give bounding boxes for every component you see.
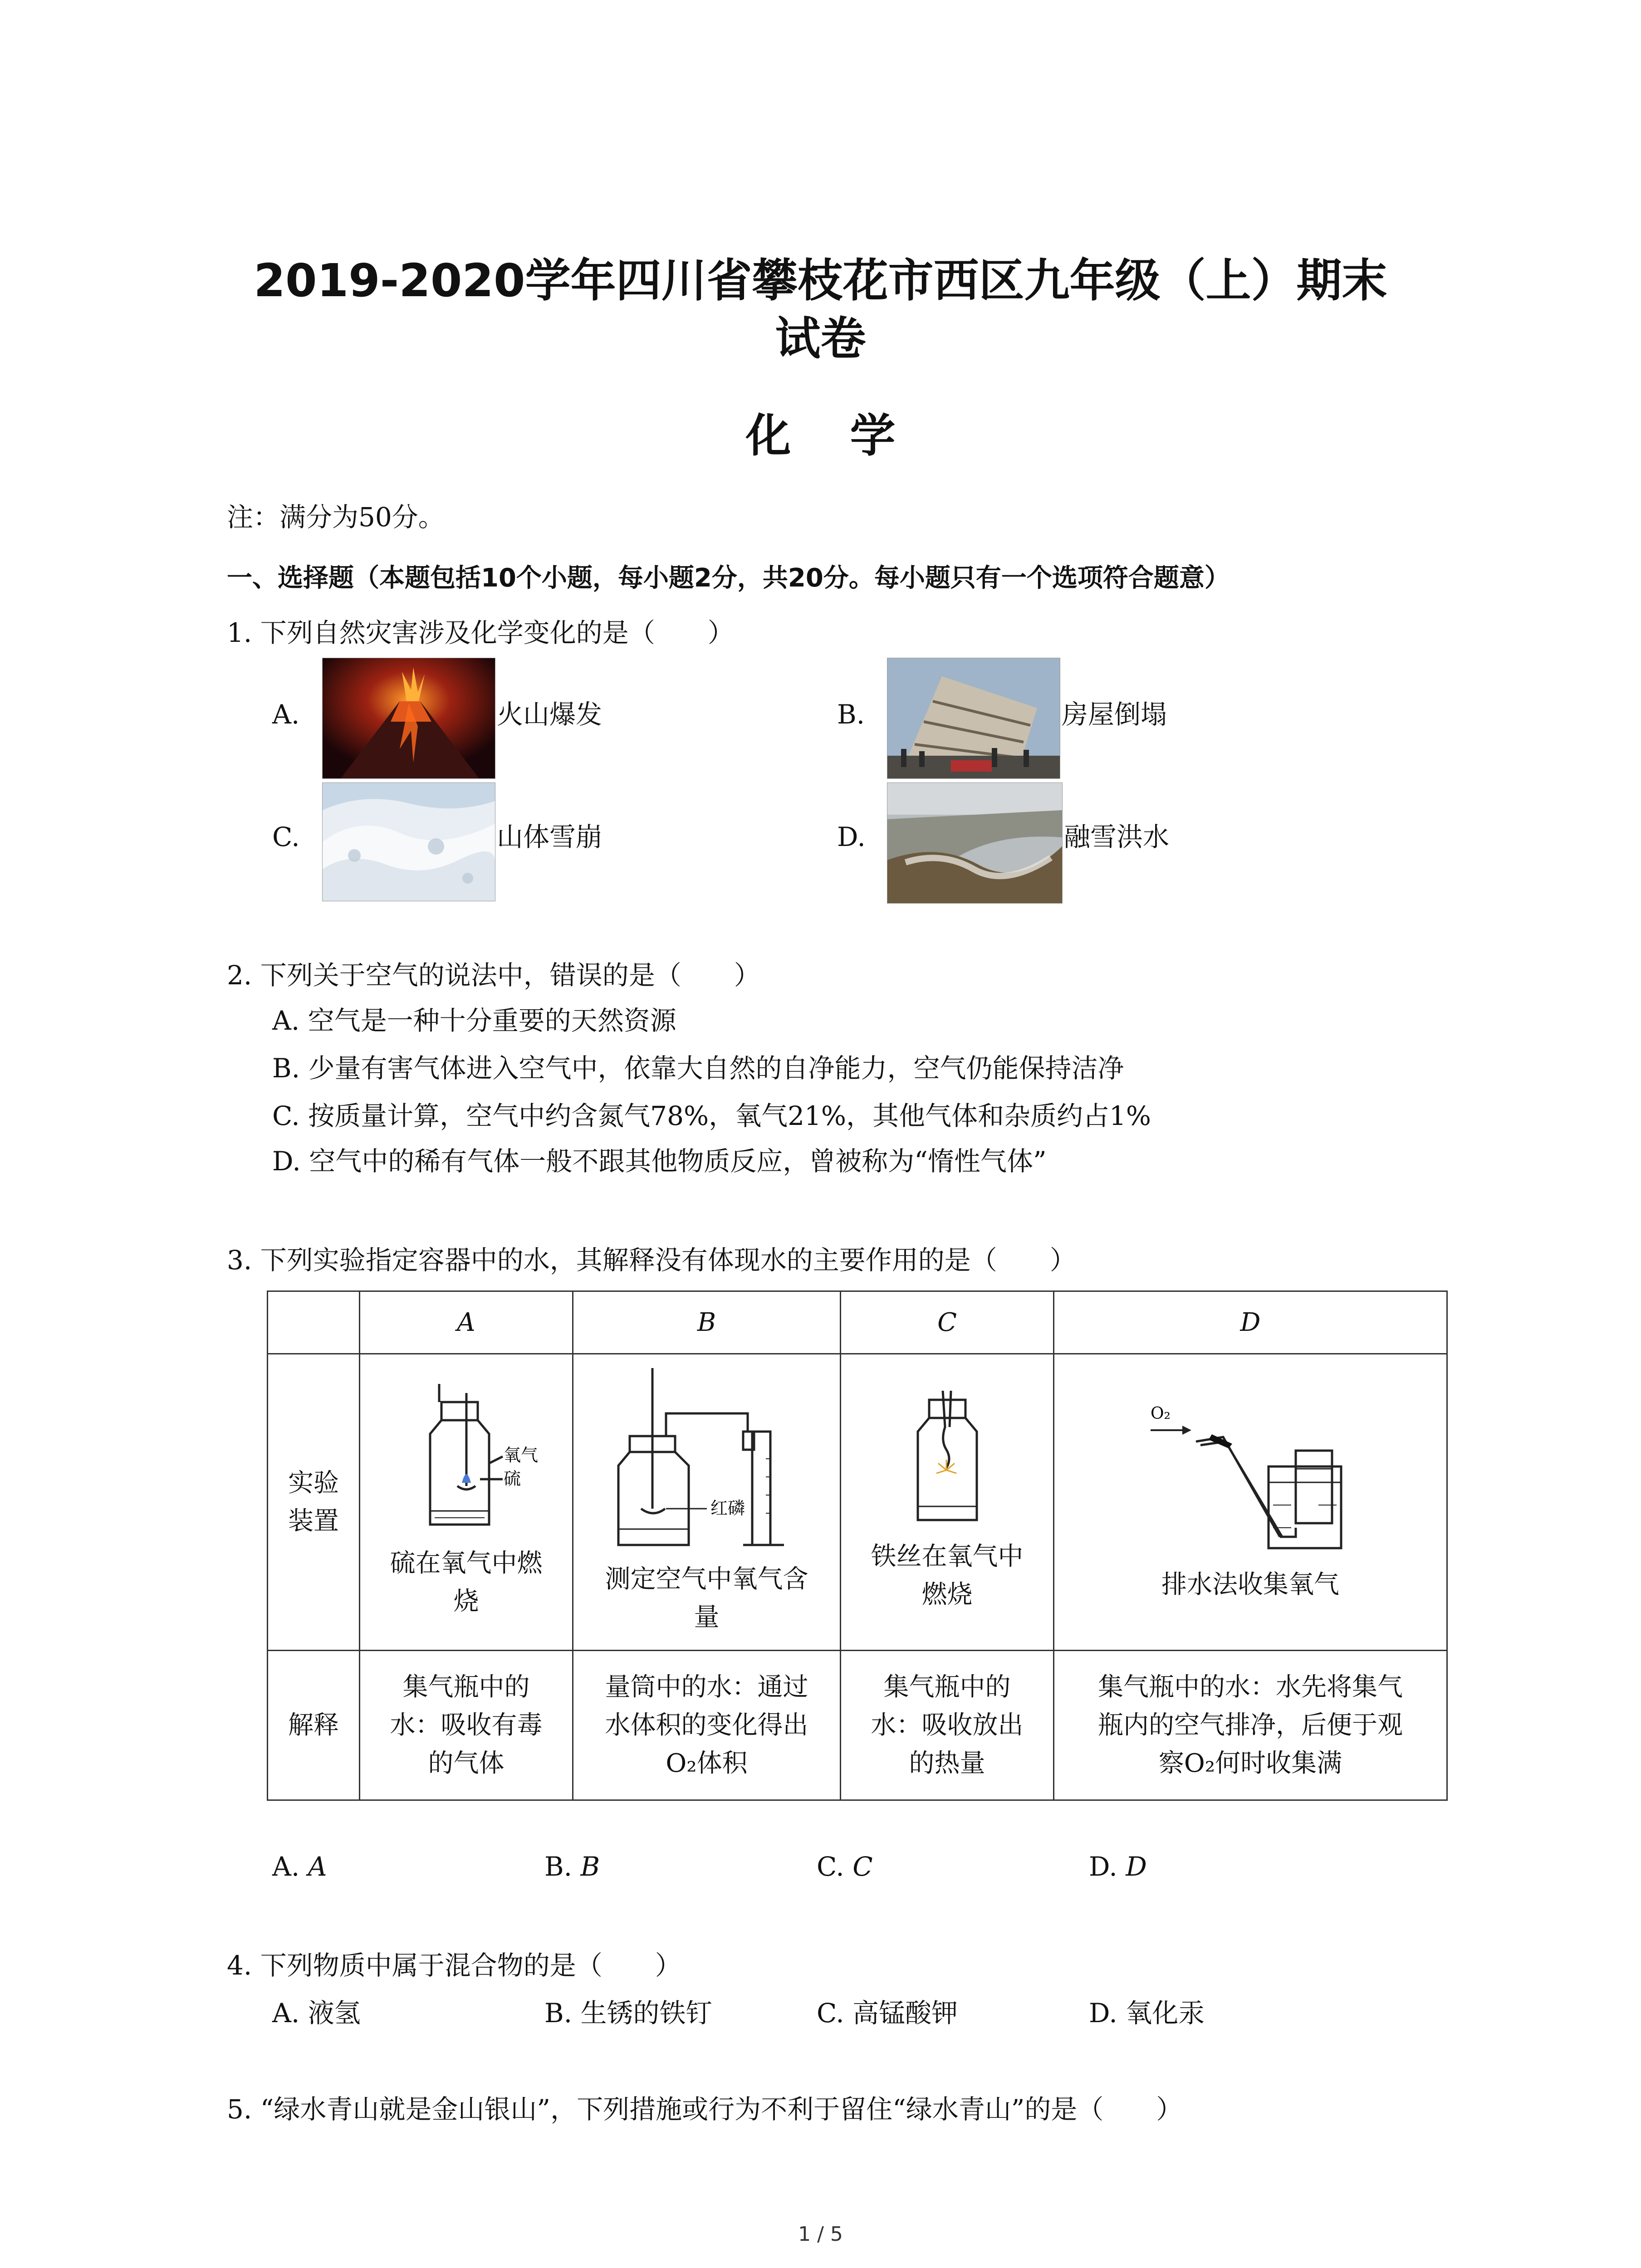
q4-stem: 4. 下列物质中属于混合物的是（ ） <box>227 1950 681 1981</box>
q2-option-d: D. 空气中的稀有气体一般不跟其他物质反应，曾被称为“惰性气体” <box>272 1146 1047 1177</box>
q3-option-d-text: D <box>1126 1851 1147 1882</box>
q1-option-a-letter: A. <box>272 699 300 730</box>
q3-cell-a-apparatus <box>360 1354 573 1651</box>
q3-caption-d-1: 排水法收集氧气 <box>1161 1569 1339 1599</box>
q2-option-c: C. 按质量计算，空气中约含氮气78%，氧气21%，其他气体和杂质约占1% <box>272 1100 1151 1131</box>
q3-option-b-text: B <box>580 1851 600 1882</box>
sulfur-burning-diagram <box>398 1384 538 1534</box>
q3-explanation-b-1: 量筒中的水：通过 <box>605 1672 808 1702</box>
q3-explanation-b <box>573 1651 841 1800</box>
q2-option-b: B. 少量有害气体进入空气中，依靠大自然的自净能力，空气仍能保持洁净 <box>272 1053 1124 1084</box>
label-oxygen: 氧气 <box>503 1445 538 1465</box>
q3-row-label-apparatus-1: 实验 <box>288 1468 339 1498</box>
q1-option-c-letter: C. <box>272 821 300 852</box>
q3-stem: 3. 下列实验指定容器中的水，其解释没有体现水的主要作用的是（ ） <box>227 1245 1076 1276</box>
q3-header-a: A <box>360 1291 573 1354</box>
q3-option-d-letter: D. <box>1089 1851 1117 1882</box>
page-number: 1 / 5 <box>798 2223 843 2246</box>
q2-option-a: A. 空气是一种十分重要的天然资源 <box>272 1005 676 1036</box>
section-heading: 一、选择题（本题包括10个小题，每小题2分，共20分。每小题只有一个选项符合题意） <box>227 563 1230 593</box>
q3-option-a <box>272 1848 327 1885</box>
q1-option-b-text: 房屋倒塌 <box>1062 699 1167 730</box>
q3-option-b-letter: B. <box>544 1851 573 1882</box>
iron-wire-diagram <box>897 1391 997 1527</box>
q1-option-d-text: 融雪洪水 <box>1064 821 1170 852</box>
q3-option-c-text: C <box>852 1851 873 1882</box>
q3-option-a-text: A <box>308 1851 327 1882</box>
q3-explanation-c <box>841 1651 1054 1800</box>
water-displacement-diagram <box>1132 1401 1368 1555</box>
label-o2: O₂ <box>1151 1404 1171 1423</box>
q3-cell-b-apparatus <box>573 1354 841 1651</box>
q3-table <box>267 1290 1448 1801</box>
q3-explanation-b-3: O₂体积 <box>666 1748 748 1778</box>
q3-caption-c-1: 铁丝在氧气中 <box>871 1541 1024 1571</box>
title-line-2: 试卷 <box>775 312 866 365</box>
q3-row-label-apparatus <box>268 1354 360 1651</box>
q3-option-b <box>544 1848 600 1885</box>
q3-explanation-d-1: 集气瓶中的水：水先将集气 <box>1098 1672 1403 1702</box>
q4-option-d: D. 氧化汞 <box>1089 1998 1205 2028</box>
label-sulfur: 硫 <box>503 1468 521 1489</box>
q3-explanation-d-3: 察O₂何时收集满 <box>1158 1748 1342 1778</box>
q3-explanation-d-2: 瓶内的空气排净，后便于观 <box>1098 1710 1403 1740</box>
q5-stem: 5. “绿水青山就是金山银山”，下列措施或行为不利于留住“绿水青山”的是（ ） <box>227 2094 1183 2125</box>
label-red-phosphorus: 红磷 <box>710 1498 745 1518</box>
collapsed-building-image <box>887 658 1060 779</box>
subject-heading: 化学 <box>745 409 955 462</box>
q3-caption-b-1: 测定空气中氧气含 <box>605 1564 808 1594</box>
q3-cell-d-apparatus <box>1054 1354 1447 1651</box>
q3-explanation-a-1: 集气瓶中的 <box>402 1672 530 1702</box>
q3-caption-a-2: 烧 <box>453 1586 479 1616</box>
q1-stem: 1. 下列自然灾害涉及化学变化的是（ ） <box>227 617 734 648</box>
q3-explanation-a-3: 的气体 <box>428 1748 505 1778</box>
q3-caption-c-2: 燃烧 <box>921 1579 973 1609</box>
score-note: 注：满分为50分。 <box>227 502 445 533</box>
q3-row-label-apparatus-2: 装置 <box>288 1506 339 1536</box>
red-phosphorus-diagram <box>598 1368 816 1549</box>
title-line-1: 2019-2020学年四川省攀枝花市西区九年级（上）期末 <box>254 254 1387 307</box>
q3-cell-c-apparatus <box>841 1354 1054 1651</box>
q3-explanation-d <box>1054 1651 1447 1800</box>
q3-explanation-c-2: 水：吸收放出 <box>871 1710 1024 1740</box>
q1-option-d-letter: D. <box>837 821 866 852</box>
volcano-image <box>322 658 495 779</box>
q3-header-c: C <box>841 1291 1054 1354</box>
q3-option-c <box>817 1848 873 1885</box>
q1-option-c-text: 山体雪崩 <box>497 821 603 852</box>
q3-header-b: B <box>573 1291 841 1354</box>
q4-option-c: C. 高锰酸钾 <box>817 1998 958 2028</box>
q4-option-b: B. 生锈的铁钉 <box>544 1998 712 2028</box>
q4-option-a: A. 液氢 <box>272 1998 361 2028</box>
q3-explanation-c-3: 的热量 <box>909 1748 985 1778</box>
q3-row-label-explanation: 解释 <box>268 1651 360 1800</box>
q3-explanation-a-2: 水：吸收有毒 <box>390 1710 543 1740</box>
flood-image <box>887 782 1063 904</box>
q3-header-empty <box>268 1291 360 1354</box>
q3-option-d <box>1089 1848 1147 1885</box>
q1-option-b-letter: B. <box>837 699 865 730</box>
q3-explanation-a <box>360 1651 573 1800</box>
q1-option-a-text: 火山爆发 <box>497 699 603 730</box>
q3-option-c-letter: C. <box>817 1851 844 1882</box>
q2-stem: 2. 下列关于空气的说法中，错误的是（ ） <box>227 960 760 991</box>
q3-caption-a-1: 硫在氧气中燃 <box>390 1548 543 1578</box>
q3-explanation-c-1: 集气瓶中的 <box>883 1672 1011 1702</box>
avalanche-image <box>322 782 495 901</box>
q3-caption-b-2: 量 <box>694 1602 720 1632</box>
q3-explanation-b-2: 水体积的变化得出 <box>605 1710 808 1740</box>
q3-option-a-letter: A. <box>272 1851 300 1882</box>
q3-header-d: D <box>1054 1291 1447 1354</box>
